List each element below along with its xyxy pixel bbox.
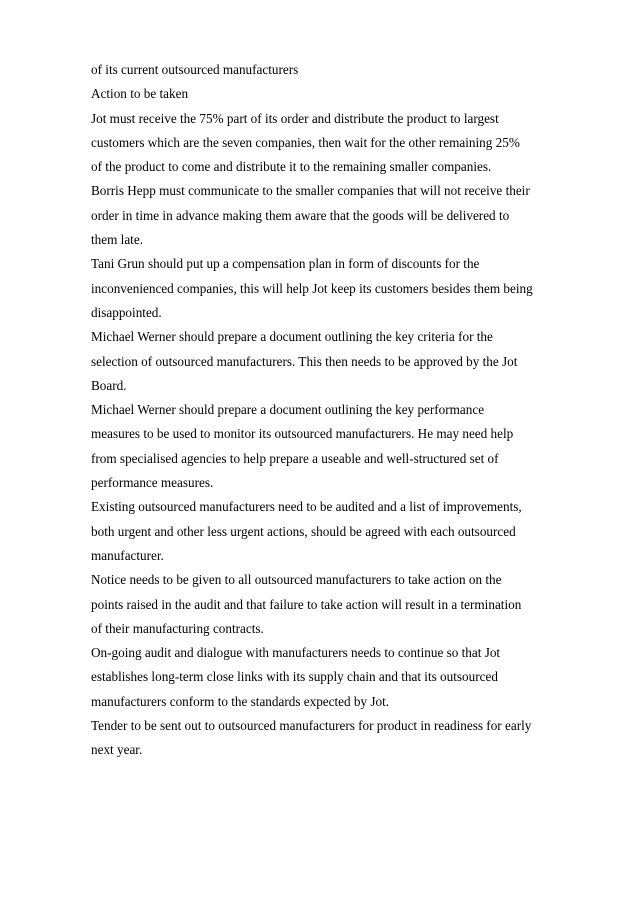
text-line: order in time in advance making them aware that the goods will be delivered to bbox=[91, 207, 510, 223]
text-line: Tender to be sent out to outsourced manufacturers for product in readiness for early bbox=[91, 718, 532, 734]
text-line: On-going audit and dialogue with manufacturers needs to continue so that Jot bbox=[91, 645, 501, 661]
text-line: establishes long-term close links with its supply chain and that its outsourced bbox=[91, 669, 498, 685]
text-line: from specialised agencies to help prepare a useable and well-structured set of bbox=[91, 450, 499, 466]
text-line: next year. bbox=[91, 742, 143, 758]
text-line: Michael Werner should prepare a document outlining the key performance bbox=[91, 402, 485, 418]
text-line: manufacturers conform to the standards expected by Jot. bbox=[91, 693, 390, 709]
text-line: Jot must receive the 75% part of its order and distribute the product to largest bbox=[91, 110, 499, 126]
text-line: of the product to come and distribute it to the remaining smaller companies. bbox=[91, 159, 492, 175]
text-line: Existing outsourced manufacturers need to be audited and a list of improvements, bbox=[91, 499, 522, 515]
text-line: Notice needs to be given to all outsourced manufacturers to take action on the bbox=[91, 572, 502, 588]
text-line: of their manufacturing contracts. bbox=[91, 620, 264, 636]
text-line: selection of outsourced manufacturers. This then needs to be approved by the Jot bbox=[91, 353, 518, 369]
text-line: measures to be used to monitor its outsourced manufacturers. He may need help bbox=[91, 426, 514, 442]
text-line: Borris Hepp must communicate to the smaller companies that will not receive their bbox=[91, 183, 530, 199]
text-line: inconvenienced companies, this will help Jot keep its customers besides them being bbox=[91, 280, 533, 296]
document-body bbox=[91, 58, 576, 763]
text-line: Tani Grun should put up a compensation plan in form of discounts for the bbox=[91, 256, 480, 272]
text-line: performance measures. bbox=[91, 475, 214, 491]
text-line: disappointed. bbox=[91, 304, 162, 320]
text-line: manufacturer. bbox=[91, 547, 164, 563]
text-line: them late. bbox=[91, 232, 143, 248]
section-heading: Action to be taken bbox=[91, 86, 189, 102]
text-line: Board. bbox=[91, 377, 127, 393]
text-line: Michael Werner should prepare a document outlining the key criteria for the bbox=[91, 329, 493, 345]
text-line: both urgent and other less urgent actions, should be agreed with each outsourced bbox=[91, 523, 516, 539]
text-line: customers which are the seven companies, then wait for the other remaining 25% bbox=[91, 134, 520, 150]
text-line: of its current outsourced manufacturers bbox=[91, 62, 299, 77]
text-line: points raised in the audit and that failure to take action will result in a termination bbox=[91, 596, 522, 612]
